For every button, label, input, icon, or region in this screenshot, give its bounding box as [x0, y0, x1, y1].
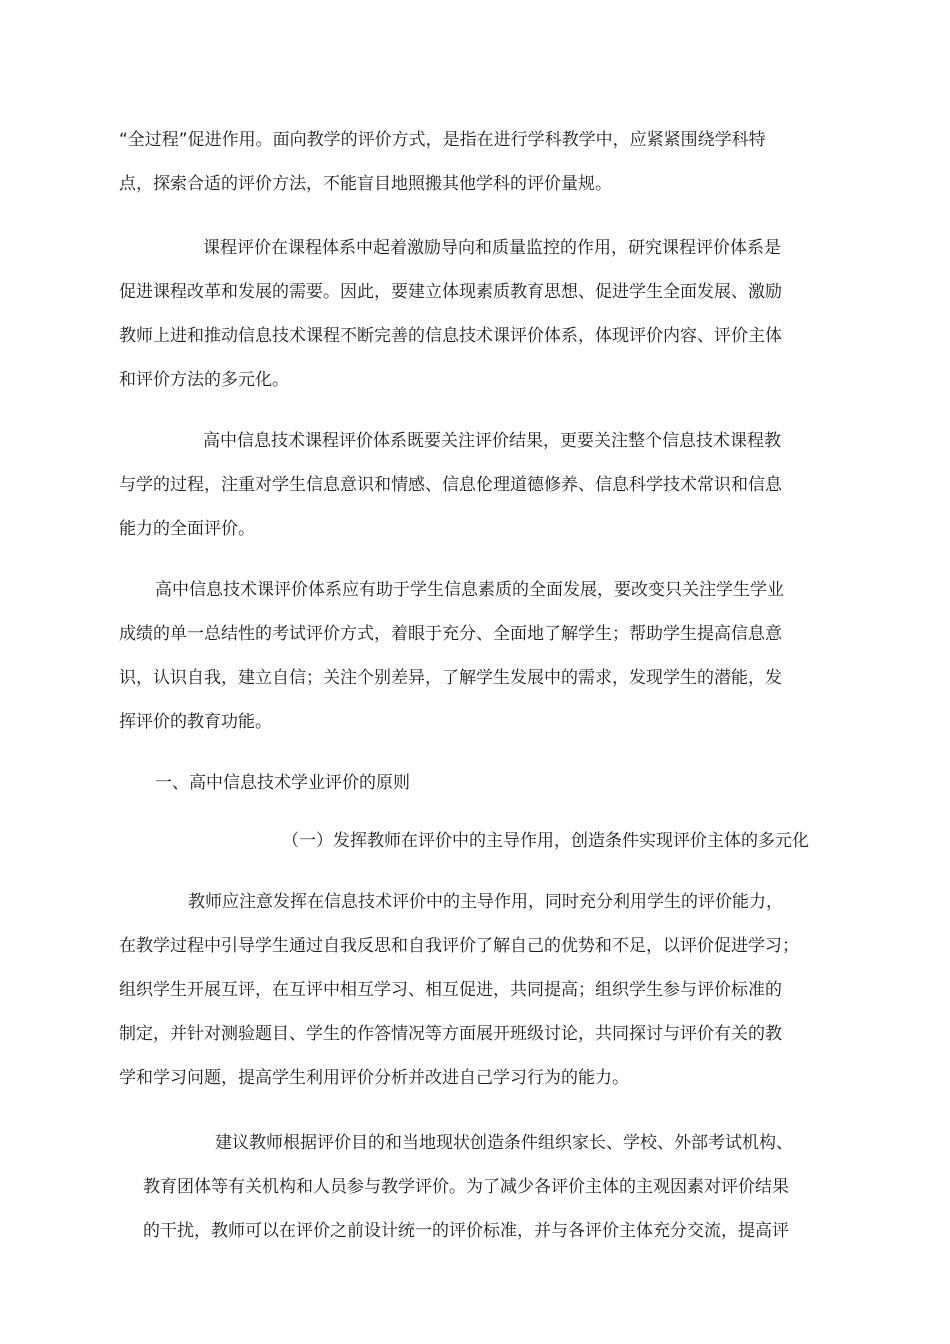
paragraph-line: “全过程”促进作用。面向教学的评价方式，是指在进行学科教学中，应紧紧围绕学科特: [119, 130, 766, 150]
paragraph-line: 在教学过程中引导学生通过自我反思和自我评价了解自己的优势和不足，以评价促进学习；: [119, 936, 799, 956]
paragraph-line: 能力的全面评价。: [119, 519, 255, 539]
paragraph-line: 与学的过程，注重对学生信息意识和情感、信息伦理道德修养、信息科学技术常识和信息: [119, 475, 782, 495]
paragraph-line: 课程评价在课程体系中起着激励导向和质量监控的作用，研究课程评价体系是: [203, 238, 781, 258]
paragraph-line: 识，认识自我，建立自信；关注个别差异，了解学生发展中的需求，发现学生的潜能，发: [119, 668, 782, 688]
paragraph-line: 教育团体等有关机构和人员参与教学评价。为了减少各评价主体的主观因素对评价结果: [143, 1177, 789, 1197]
paragraph-line: 组织学生开展互评，在互评中相互学习、相互促进，共同提高；组织学生参与评价标准的: [119, 980, 782, 1000]
paragraph-line: 建议教师根据评价目的和当地现状创造条件组织家长、学校、外部考试机构、: [215, 1133, 793, 1153]
paragraph-line: 教师应注意发挥在信息技术评价中的主导作用，同时充分利用学生的评价能力，: [188, 892, 783, 912]
paragraph-line: 学和学习问题，提高学生利用评价分析并改进自己学习行为的能力。: [119, 1068, 629, 1088]
subsection-heading: （一）发挥教师在评价中的主导作用，创造条件实现评价主体的多元化: [282, 831, 809, 851]
paragraph-line: 的干扰，教师可以在评价之前设计统一的评价标准，并与各评价主体充分交流，提高评: [143, 1221, 789, 1241]
paragraph-line: 制定，并针对测验题目、学生的作答情况等方面展开班级讨论，共同探讨与评价有关的教: [119, 1024, 782, 1044]
section-heading: 一、高中信息技术学业评价的原则: [155, 773, 410, 793]
paragraph-line: 促进课程改革和发展的需要。因此，要建立体现素质教育思想、促进学生全面发展、激励: [119, 282, 782, 302]
paragraph-line: 挥评价的教育功能。: [119, 712, 272, 732]
paragraph-line: 和评价方法的多元化。: [119, 370, 289, 390]
paragraph-line: 高中信息技术课程评价体系既要关注评价结果，更要关注整个信息技术课程教: [203, 431, 781, 451]
paragraph-line: 点，探索合适的评价方法，不能盲目地照搬其他学科的评价量规。: [119, 174, 612, 194]
paragraph-line: 成绩的单一总结性的考试评价方式，着眼于充分、全面地了解学生；帮助学生提高信息意: [119, 624, 782, 644]
paragraph-line: 教师上进和推动信息技术课程不断完善的信息技术课评价体系，体现评价内容、评价主体: [119, 326, 782, 346]
paragraph-line: 高中信息技术课评价体系应有助于学生信息素质的全面发展，要改变只关注学生学业: [155, 580, 784, 600]
